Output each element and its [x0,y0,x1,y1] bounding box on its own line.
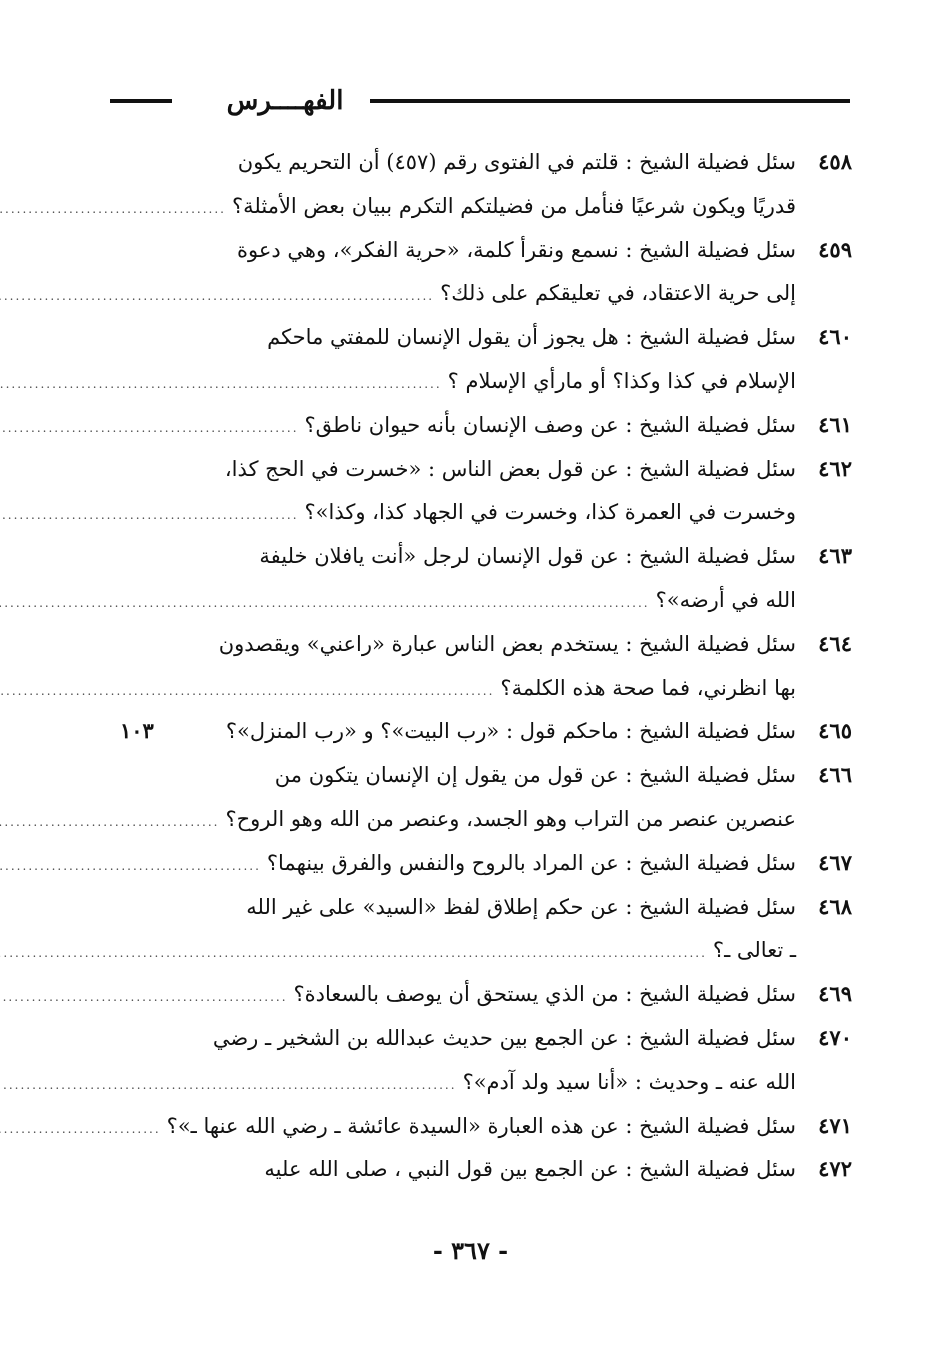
index-entry [120,228,852,316]
entry-text: سئل فضيلة الشيخ : هل يجوز أن يقول الإنسان للمفتي ماحكم [267,325,796,350]
entry-line [120,622,852,666]
entry-line [120,753,852,797]
entry-text: سئل فضيلة الشيخ : ماحكم قول : «رب البيت»؟ و «رب المنزل»؟ [225,719,796,744]
entry-text: سئل فضيلة الشيخ : يستخدم بعض الناس عبارة «راعني» ويقصدون [218,631,796,656]
entry-text: سئل فضيلة الشيخ : عن قول الإنسان لرجل «أنت يافلان خليفة [259,544,796,569]
dot-leader [0,801,219,845]
index-entry [120,1104,852,1148]
entry-line [120,928,852,972]
entry-line [120,1147,852,1191]
entry-text: سئل فضيلة الشيخ : عن الجمع بين قول النبي ، صلى الله عليه [264,1157,796,1182]
entry-text: قدريًا ويكون شرعيًا فنأمل من فضيلتكم التكرم ببيان بعض الأمثلة؟ [232,193,796,218]
entry-text: سئل فضيلة الشيخ : عن قول بعض الناس : «خسرت في الحج كذا، [224,456,796,481]
entry-number: ٤٥٨ [818,149,852,174]
entry-line [120,403,852,447]
entry-number: ٤٥٩ [818,236,852,262]
entry-text: ـ تعالى ـ؟ [712,938,796,963]
entry-text: سئل فضيلة الشيخ : عن المراد بالروح والنفس والفرق بينهما؟ [266,850,796,875]
index-entry [120,140,852,228]
entry-text: سئل فضيلة الشيخ : من الذي يستحق أن يوصف بالسعادة؟ [293,982,796,1007]
header-rule-right [370,99,850,103]
dot-leader [0,845,261,889]
index-entry [120,753,852,841]
entry-line [120,972,852,1016]
index-entry [120,622,852,710]
index-entry [120,709,852,753]
entry-number: ٤٦٧ [818,849,852,875]
entry-line [120,534,852,578]
entry-text: وخسرت في العمرة كذا، وخسرت في الجهاد كذا، وكذا»؟ [304,500,796,525]
entry-text: سئل فضيلة الشيخ : عن هذه العبارة «السيدة عائشة ـ رضي الله عنها ـ»؟ [166,1113,796,1138]
index-entry [120,885,852,973]
entry-number: ٤٦٦ [818,762,852,788]
dot-leader [0,494,299,538]
entry-number: ٤٦٩ [818,981,852,1007]
page-number: - ٣٦٧ - [432,1236,509,1265]
entry-line [120,841,852,885]
entry-line [120,184,852,228]
entry-line [120,228,852,272]
entry-number: ٤٦٥ [818,718,852,744]
entry-line [120,315,852,359]
entry-text: إلى حرية الاعتقاد، في تعليقكم على ذلك؟ [440,281,796,306]
dot-leader [0,1108,161,1152]
entry-number: ٤٦٢ [818,455,852,481]
entry-text: عنصرين عنصر من التراب وهو الجسد، وعنصر من الله وهو الروح؟ [225,806,796,831]
entry-number: ٤٦٨ [818,893,852,919]
entry-line [120,1016,852,1060]
dot-leader [0,1064,457,1108]
entry-text: سئل فضيلة الشيخ : عن حكم إطلاق لفظ «السيد» على غير الله [246,894,796,919]
entry-line [120,1060,852,1104]
entry-line [120,797,852,841]
dot-leader [0,363,442,407]
entry-text: سئل فضيلة الشيخ : قلتم في الفتوى رقم (٤٥٧) أن التحريم يكون [237,150,796,174]
index-entry [120,403,852,447]
entry-number: ٤٦٤ [818,630,852,656]
page-ref: ١٠٣ [120,718,154,744]
dot-leader [0,407,299,451]
dot-leader [0,582,650,626]
entry-line [120,359,852,403]
index-entry [120,315,852,403]
entry-line [120,885,852,929]
entry-text: الإسلام في كذا وكذا؟ أو مارأي الإسلام ؟ [447,368,796,393]
dot-leader [0,275,434,319]
entry-line [120,140,852,184]
entry-line [120,709,852,753]
entry-text: سئل فضيلة الشيخ : عن وصف الإنسان بأنه حيوان ناطق؟ [304,412,796,437]
index-entry [120,447,852,535]
entry-number: ٤٧١ [818,1112,852,1138]
entry-text: بها انظرني، فما صحة هذه الكلمة؟ [500,675,796,700]
index-entry [120,841,852,885]
index-entries [120,140,852,1191]
index-entry [120,534,852,622]
entry-number: ٤٦٣ [818,543,852,569]
entry-text: سئل فضيلة الشيخ : عن قول من يقول إن الإنسان يتكون من [274,763,796,788]
entry-line [120,447,852,491]
dot-leader [0,932,707,976]
entry-number: ٤٦٠ [818,324,852,350]
entry-text: الله عنه ـ وحديث : «أنا سيد ولد آدم»؟ [462,1069,796,1094]
entry-text: الله في أرضه»؟ [655,587,796,612]
entry-number: ٤٦١ [818,411,852,437]
entry-text: سئل فضيلة الشيخ : عن الجمع بين حديث عبدالله بن الشخير ـ رضي [212,1025,796,1050]
entry-line [120,1104,852,1148]
index-entry [120,1016,852,1104]
dot-leader [0,976,288,1020]
entry-line [120,666,852,710]
index-entry [120,972,852,1016]
entry-line [120,578,852,622]
page-header [110,84,850,124]
entry-text: سئل فضيلة الشيخ : نسمع ونقرأ كلمة، «حرية الفكر»، وهي دعوة [236,237,796,262]
entry-line [120,490,852,534]
entry-line [120,271,852,315]
page-title: الفهــــرس [226,86,344,116]
dot-leader [0,670,494,714]
dot-leader [0,188,226,232]
entry-number: ٤٧٠ [818,1024,852,1050]
index-entry [120,1147,852,1191]
header-rule-left [110,99,172,103]
entry-number: ٤٧٢ [818,1156,852,1182]
